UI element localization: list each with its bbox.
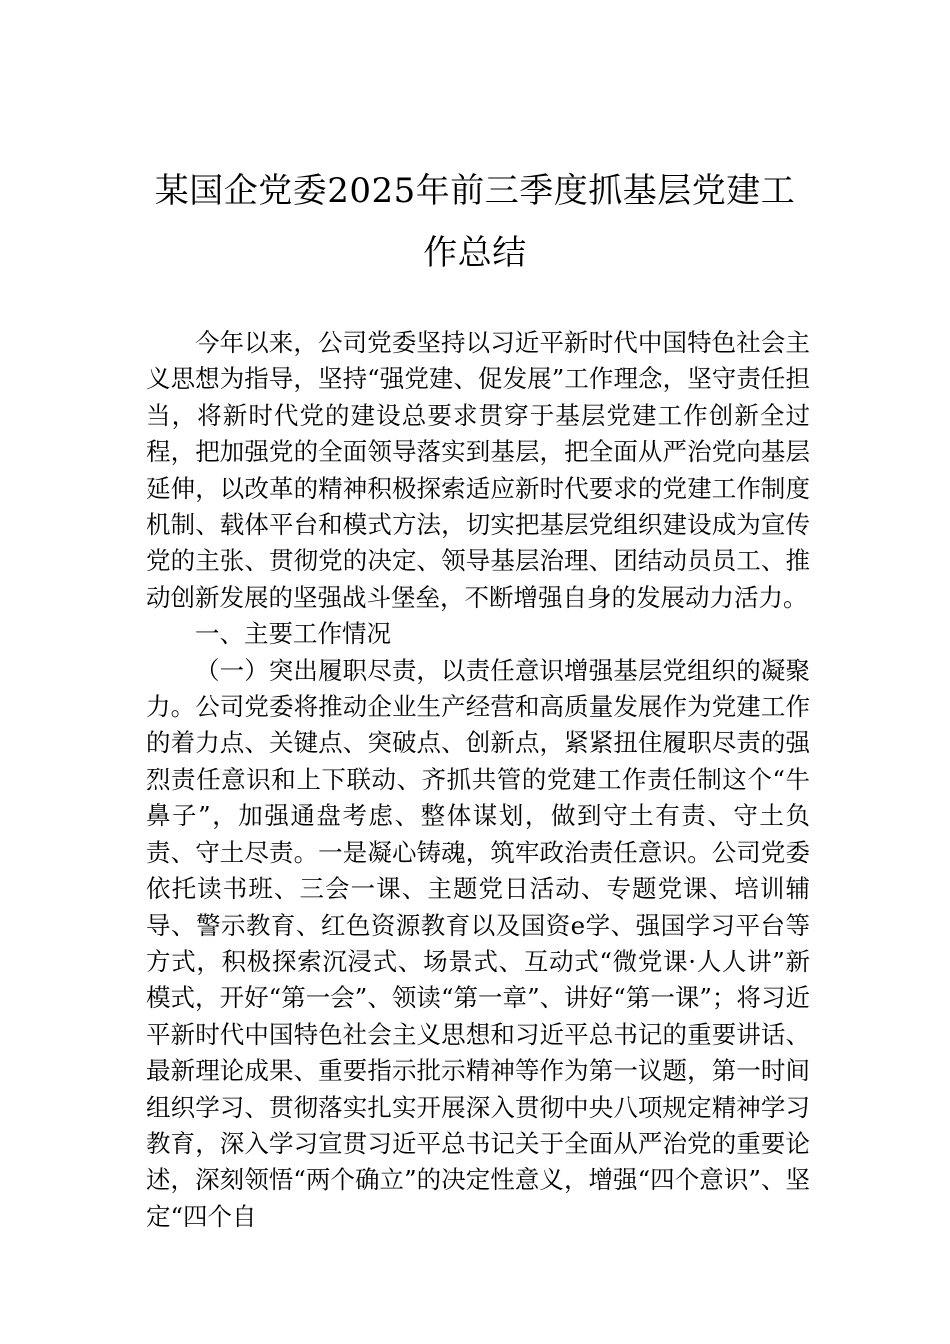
document-body <box>146 325 810 1235</box>
section-heading: 一、主要工作情况 <box>195 619 391 649</box>
intro-paragraph: 今年以来，公司党委坚持以习近平新时代中国特色社会主义思想为指导，坚持“强党建、促发展”工作理念，坚守责任担当，将新时代党的建设总要求贯穿于基层党建工作创新全过程，把加强党的全面领导落实到基层，把全面从严治党向基层延伸，以改革的精神积极探索适应新时代要求的党建工作制度机制、载体平台和模式方法，切实把基层党组织建设成为宣传党的主张、贯彻党的决定、领导基层治理、团结动员员工、推动创新发展的坚强战斗堡垒，不断增强自身的发展动力活力。 <box>146 328 810 612</box>
section-paragraph: （一）突出履职尽责，以责任意识增强基层党组织的凝聚力。公司党委将推动企业生产经营和高质量发展作为党建工作的着力点、关键点、突破点、创新点，紧紧扭住履职尽责的强烈责任意识和上下联动、齐抓共管的党建工作责任制这个“牛鼻子”，加强通盘考虑、整体谋划，做到守土有责、守土负责、守土尽责。一是凝心铸魂，筑牢政治责任意识。公司党委依托读书班、三会一课、主题党日活动、专题党课、培训辅导、警示教育、红色资源教育以及国资e学、强国学习平台等方式，积极探索沉浸式、场景式、互动式“微党课·人人讲”新模式，开好“第一会”、领读“第一章”、讲好“第一课”；将习近平新时代中国特色社会主义思想和习近平总书记的重要讲话、最新理论成果、重要指示批示精神等作为第一议题，第一时间组织学习、贯彻落实扎实开展深入贯彻中央八项规定精神学习教育，深入学习宣贯习近平总书记关于全面从严治党的重要论述，深刻领悟“两个确立”的决定性意义，增强“四个意识”、坚定“四个自 <box>146 655 810 1231</box>
document-title: 某国企党委2025年前三季度抓基层党建工作总结 <box>154 171 796 273</box>
